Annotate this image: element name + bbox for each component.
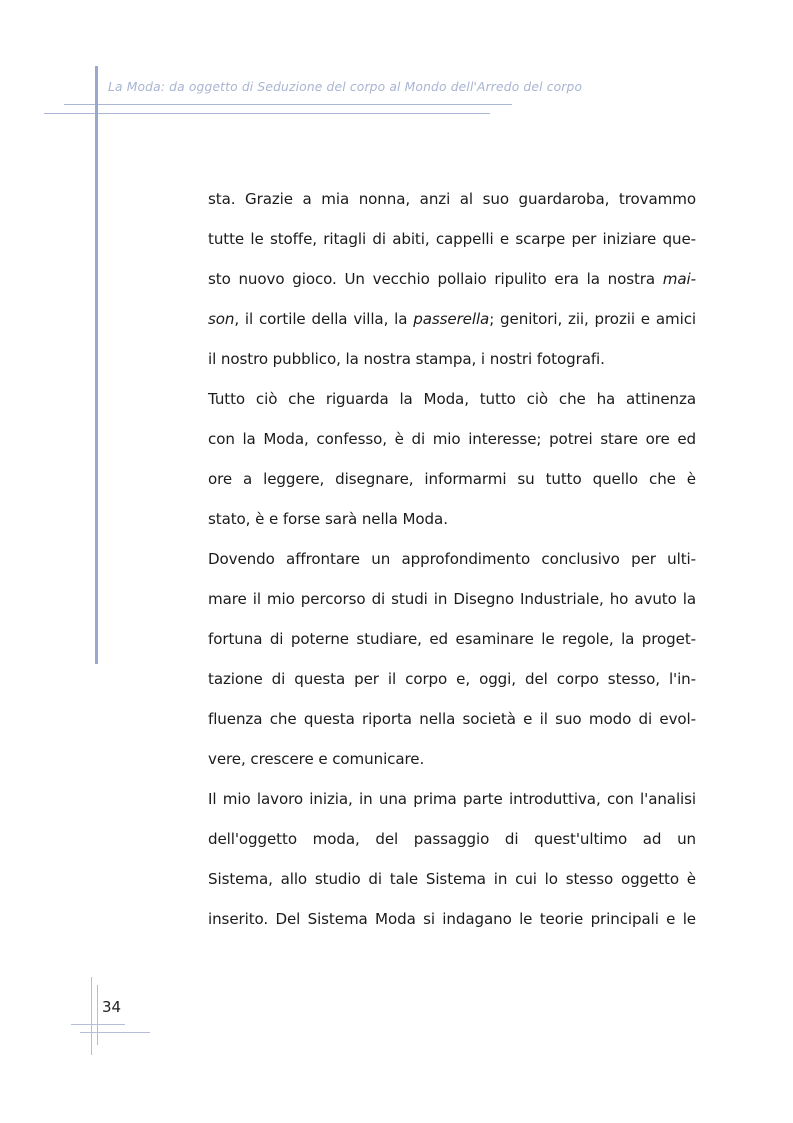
footer-rule-line xyxy=(71,1024,125,1025)
text-line xyxy=(208,784,696,824)
text-line xyxy=(208,744,696,784)
page-number: 34 xyxy=(102,998,122,1016)
text-run: dell'oggetto moda, del passaggio di quest'ultimo ad un xyxy=(208,830,696,848)
text-line xyxy=(208,704,696,744)
text-line xyxy=(208,904,696,944)
text-line xyxy=(208,344,696,384)
text-line xyxy=(208,224,696,264)
text-line xyxy=(208,584,696,624)
footer-rule-line xyxy=(97,985,98,1045)
text-line xyxy=(208,384,696,424)
text-line xyxy=(208,864,696,904)
text-line xyxy=(208,664,696,704)
text-line xyxy=(208,464,696,504)
margin-vertical-rule xyxy=(95,66,98,664)
footer-rule-line xyxy=(91,977,92,1055)
footer-rule-line xyxy=(80,1032,150,1033)
text-run: con la Moda, confesso, è di mio interesse; potrei stare ore ed xyxy=(208,430,696,448)
body-text xyxy=(208,184,696,944)
italic-term: passerella xyxy=(413,310,490,328)
text-run: sto nuovo gioco. Un vecchio pollaio ripulito era la nostra xyxy=(208,270,663,288)
text-run: tazione di questa per il corpo e, oggi, del corpo stesso, l'in- xyxy=(208,670,696,688)
text-run: Dovendo affrontare un approfondimento conclusivo per ulti- xyxy=(208,550,696,568)
italic-term: mai- xyxy=(662,270,696,288)
text-run: ore a leggere, disegnare, informarmi su tutto quello che è xyxy=(208,470,696,488)
text-run: mare il mio percorso di studi in Disegno Industriale, ho avuto la xyxy=(208,590,696,608)
text-run: il nostro pubblico, la nostra stampa, i nostri fotografi. xyxy=(208,350,605,368)
text-line xyxy=(208,304,696,344)
italic-term: son xyxy=(208,310,235,328)
text-run: fortuna di poterne studiare, ed esaminare le regole, la proget- xyxy=(208,630,696,648)
text-line xyxy=(208,424,696,464)
text-line xyxy=(208,544,696,584)
text-run: vere, crescere e comunicare. xyxy=(208,750,425,768)
text-run: fluenza che questa riporta nella società e il suo modo di evol- xyxy=(208,710,696,728)
text-line xyxy=(208,824,696,864)
running-header: La Moda: da oggetto di Seduzione del corpo al Mondo dell'Arredo del corpo xyxy=(108,80,583,94)
text-line xyxy=(208,624,696,664)
text-run: ; genitori, zii, prozii e amici xyxy=(489,310,696,328)
text-run: stato, è e forse sarà nella Moda. xyxy=(208,510,448,528)
text-run: , il cortile della villa, la xyxy=(234,310,414,328)
text-line xyxy=(208,264,696,304)
text-run: tutte le stoffe, ritagli di abiti, cappelli e scarpe per iniziare que- xyxy=(208,230,696,248)
text-run: Il mio lavoro inizia, in una prima parte introduttiva, con l'analisi xyxy=(208,790,696,808)
text-run: Tutto ciò che riguarda la Moda, tutto ciò che ha attinenza xyxy=(208,390,696,408)
text-run: Sistema, allo studio di tale Sistema in cui lo stesso oggetto è xyxy=(208,870,696,888)
text-run: sta. Grazie a mia nonna, anzi al suo guardaroba, trovammo xyxy=(208,190,696,208)
header-rule-line xyxy=(64,104,512,105)
header-rule-line xyxy=(44,113,490,114)
text-run: inserito. Del Sistema Moda si indagano le teorie principali e le xyxy=(208,910,696,928)
text-line xyxy=(208,504,696,544)
text-line xyxy=(208,184,696,224)
